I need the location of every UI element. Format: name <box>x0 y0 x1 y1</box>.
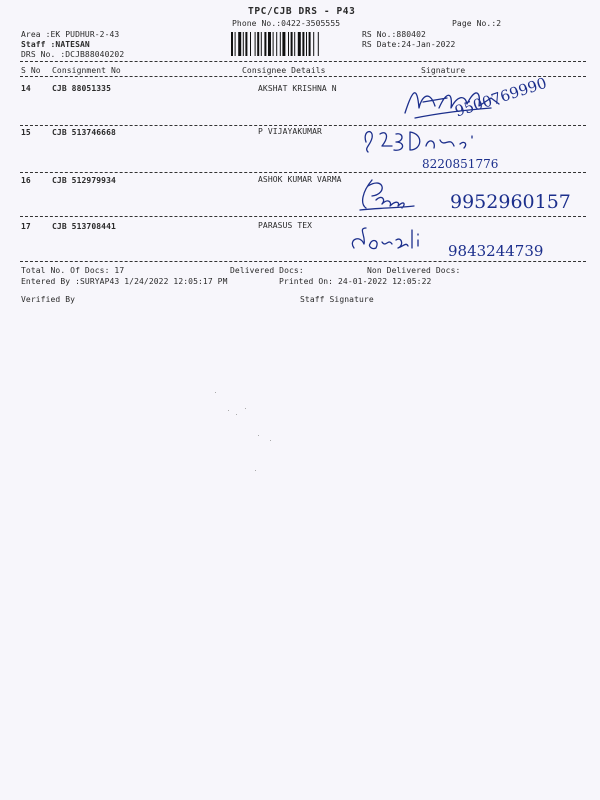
scan-speck <box>245 408 246 409</box>
signature-phone: 9952960157 <box>450 191 571 213</box>
staff-signature-label: Staff Signature <box>300 295 374 304</box>
divider <box>20 216 586 217</box>
row-consignment: CJB 513708441 <box>52 222 116 231</box>
divider <box>20 261 586 262</box>
page-number: Page No.:2 <box>452 19 502 28</box>
row-consignee: AKSHAT KRISHNA N <box>258 84 337 93</box>
signature-image <box>360 124 540 174</box>
barcode-bar <box>235 32 236 56</box>
row-consignee: P VIJAYAKUMAR <box>258 127 322 136</box>
row-sno: 14 <box>21 84 31 93</box>
scan-speck <box>258 435 259 436</box>
column-header-signature: Signature <box>421 66 466 75</box>
row-consignment: CJB 513746668 <box>52 128 116 137</box>
signature-phone: 8220851776 <box>422 157 499 171</box>
column-header-sno: S No <box>21 66 41 75</box>
document-title: TPC/CJB DRS - P43 <box>248 6 356 17</box>
scan-speck <box>255 470 256 471</box>
barcode-bar <box>302 32 304 56</box>
barcode-bar <box>318 32 319 56</box>
barcode-bar <box>245 32 247 56</box>
total-docs: Total No. Of Docs: 17 <box>21 266 125 275</box>
barcode-bar <box>280 32 281 56</box>
barcode-bar <box>231 32 233 56</box>
barcode-bar <box>291 32 293 56</box>
barcode-image <box>230 32 354 56</box>
staff-label: Staff :NATESAN <box>21 40 90 49</box>
scan-speck <box>236 414 237 415</box>
barcode-bar <box>276 32 277 56</box>
column-header-consignment: Consignment No <box>52 66 121 75</box>
barcode-bar <box>288 32 289 56</box>
delivered-docs: Delivered Docs: <box>230 266 304 275</box>
barcode-bar <box>264 32 266 56</box>
printed-on: Printed On: 24-01-2022 12:05:22 <box>279 277 432 286</box>
scan-speck <box>270 440 271 441</box>
barcode-bar <box>238 32 241 56</box>
barcode-bar <box>298 32 301 56</box>
barcode-bar <box>282 32 285 56</box>
area-label: Area :EK PUDHUR-2-43 <box>21 30 120 39</box>
verified-by: Verified By <box>21 295 76 304</box>
non-delivered-docs: Non Delivered Docs: <box>367 266 461 275</box>
barcode-bar <box>261 32 262 56</box>
rs-number: RS No.:880402 <box>362 30 426 39</box>
signature-phone: 9500769990 <box>452 73 549 121</box>
rs-date: RS Date:24-Jan-2022 <box>362 40 456 49</box>
barcode-bar <box>243 32 244 56</box>
entered-by: Entered By :SURYAP43 1/24/2022 12:05:17 PM <box>21 277 228 286</box>
barcode-bar <box>268 32 271 56</box>
row-sno: 15 <box>21 128 31 137</box>
barcode-bar <box>250 32 251 56</box>
barcode-bar <box>309 32 311 56</box>
scan-speck <box>215 392 216 393</box>
row-consignment: CJB 88051335 <box>52 84 111 93</box>
row-consignee: ASHOK KUMAR VARMA <box>258 175 342 184</box>
barcode-bar <box>313 32 314 56</box>
signature-image <box>346 222 586 262</box>
barcode-bar <box>257 32 259 56</box>
phone-number: Phone No.:0422-3505555 <box>232 19 341 28</box>
barcode-bar <box>273 32 274 56</box>
divider <box>20 61 586 62</box>
barcode-bar <box>255 32 256 56</box>
signature-image <box>395 68 555 128</box>
scan-speck <box>228 410 229 411</box>
barcode-bar <box>294 32 295 56</box>
row-consignment: CJB 512979934 <box>52 176 116 185</box>
signature-image <box>358 172 588 218</box>
row-consignee: PARASUS TEX <box>258 221 313 230</box>
row-sno: 17 <box>21 222 31 231</box>
signature-phone: 9843244739 <box>448 242 544 260</box>
barcode-bar <box>306 32 307 56</box>
column-header-consignee: Consignee Details <box>242 66 326 75</box>
row-sno: 16 <box>21 176 31 185</box>
drs-number: DRS No. :DCJB88040202 <box>21 50 125 59</box>
